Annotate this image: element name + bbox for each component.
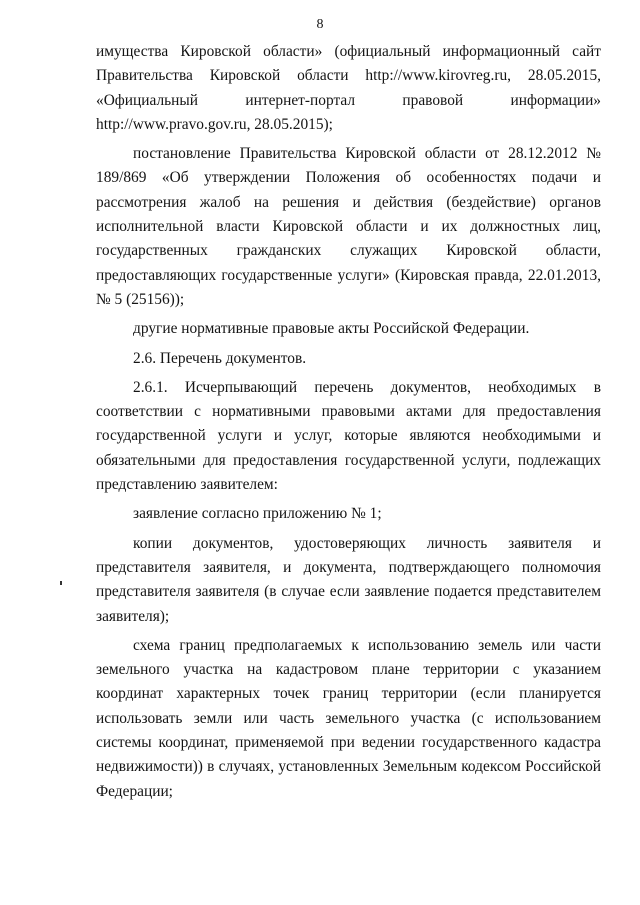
list-item-application: заявление согласно приложению № 1; <box>133 505 382 523</box>
list-item-boundary-scheme: схема границ предполагаемых к использованию земель или части земельного участка на кадастровом плане территории с указанием координат характерных точек границ территории (если планируется использовать земли или часть земельного участка (с использованием системы координат, применяемой при ведении государственного кадастра недвижимости)) в случаях, установленных Земельным кодексом Российской Федерации; <box>96 636 601 800</box>
paragraph-resolution: постановление Правительства Кировской области от 28.12.2012 № 189/869 «Об утверждении Положения об особенностях подачи и рассмотрения жалоб на решения и действия (бездействие) органов исполнительной власти Кировской области и их должностных лиц, государственных гражданских служащих Кировской области, предоставляющих государственные услуги» (Кировская правда, 22.01.2013, № 5 (25156)); <box>96 145 601 308</box>
document-body <box>96 40 601 809</box>
paragraph-other-acts: другие нормативные правовые акты Российской Федерации. <box>133 320 530 338</box>
paragraph-continued: имущества Кировской области» (официальный информационный сайт Правительства Кировской области http://www.kirovreg.ru, 28.05.2015, «Официальный интернет-портал правовой информации» http://www.pravo.gov.ru, 28.05.2015); <box>96 43 601 133</box>
section-heading-2-6: 2.6. Перечень документов. <box>133 349 307 367</box>
list-item-identity-copies: копии документов, удостоверяющих личность заявителя и представителя заявителя, и документа, подтверждающего полномочия представителя заявителя (в случае если заявление подается представителем заявителя); <box>96 534 601 625</box>
page-number: 8 <box>316 17 324 32</box>
paragraph-2-6-1: 2.6.1. Исчерпывающий перечень документов, необходимых в соответствии с нормативными правовыми актами для предоставления государственной услуги и услуг, которые являются необходимыми и обязательными для предоставления государственной услуги, подлежащих представлению заявителем: <box>96 378 601 494</box>
scan-mark <box>60 581 62 585</box>
